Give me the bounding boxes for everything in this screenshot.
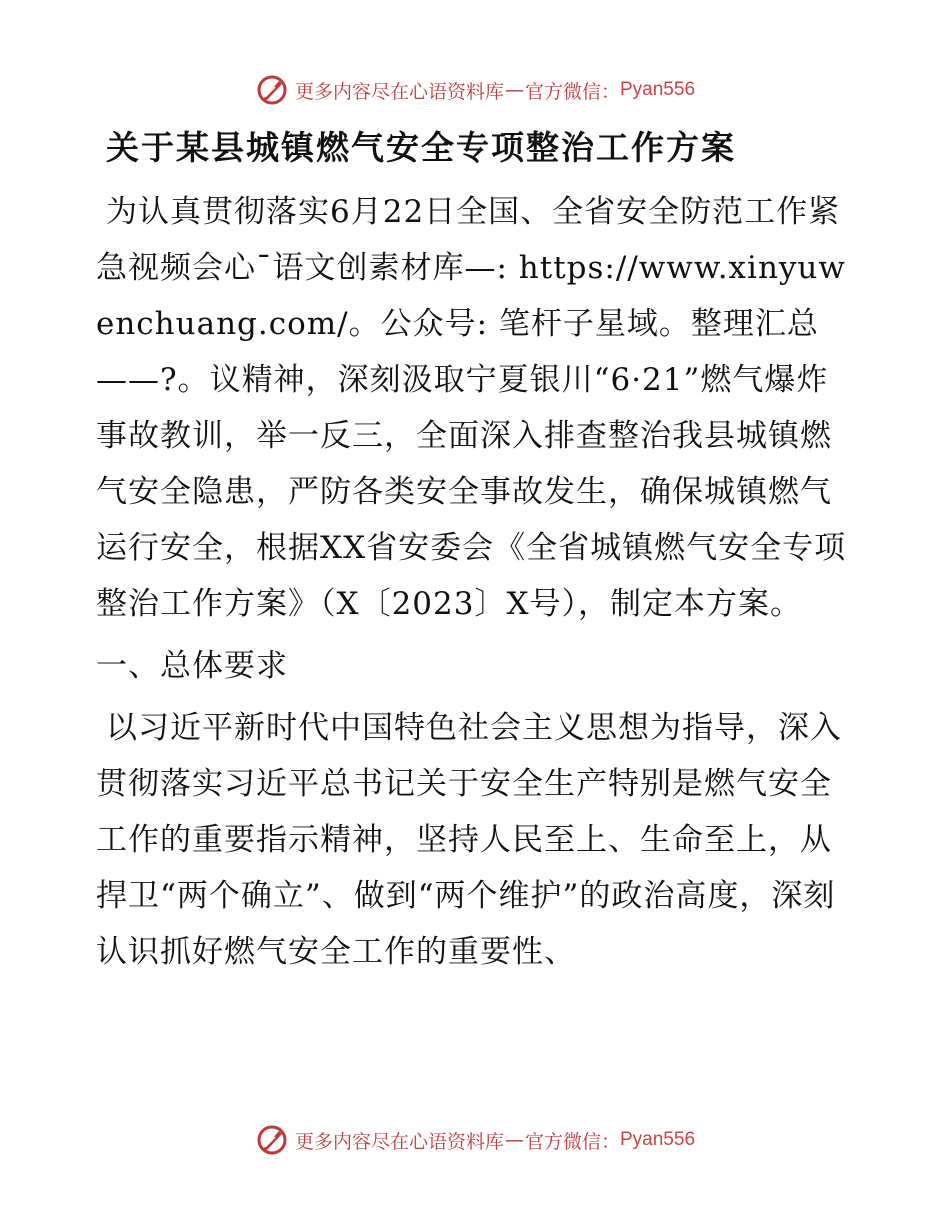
watermark-banner-bottom (0, 1120, 950, 1160)
section-paragraph-text: 以习近平新时代中国特色社会主义思想为指导，深入贯彻落实习近平总书记关于安全生产特别是燃气安全工作的重要指示精神，坚持人民至上、生命至上，从捍卫“两个确立”、做到“两个维护”的政治高度，深刻认识抓好燃气安全工作的重要性、 (96, 710, 842, 970)
watermark-text: 更多内容尽在心语资料库 (294, 80, 504, 103)
watermark-dash: — (504, 1129, 524, 1151)
feather-logo-icon (255, 1123, 289, 1157)
intro-paragraph-text: 为认真贯彻落实6月22日全国、全省安全防范工作紧急视频会心¯语文创素材库—: https://www.xinyuwenchuang.com/。公众号: 笔杆子星域。整理汇总——?。议精神，深刻汲取宁夏银川“6·21”燃气爆炸事故教训，举一反三，全面深入排查整治我县城镇燃气安全隐患，严防各类安全事故发生，确保城镇燃气运行安全，根据XX省安委会《全省城镇燃气安全专项整治工作方案》（X〔2023〕X号），制定本方案。 (96, 194, 847, 622)
watermark-banner-top (0, 70, 950, 110)
document-body (96, 118, 856, 980)
feather-logo-icon (255, 73, 289, 107)
watermark-text: 更多内容尽在心语资料库 (294, 1130, 504, 1153)
watermark-official: 官方微信： (524, 1130, 620, 1153)
watermark-dash: — (504, 79, 524, 101)
watermark-account: Pyan556 (620, 79, 696, 100)
section-heading (96, 638, 856, 694)
watermark-account: Pyan556 (620, 1129, 696, 1150)
section-heading-text: 一、总体要求 (96, 648, 288, 684)
section-paragraph (96, 700, 856, 980)
document-title: 关于某县城镇燃气安全专项整治工作方案 (106, 128, 736, 167)
intro-paragraph (96, 184, 856, 632)
watermark-official: 官方微信： (524, 80, 620, 103)
